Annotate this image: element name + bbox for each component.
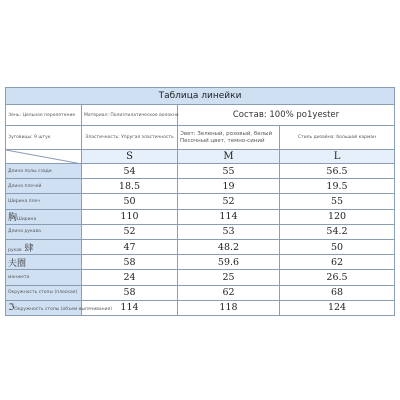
size-l-header: L (280, 150, 395, 164)
measurement-label (6, 300, 112, 315)
label-text: Ширина (17, 217, 37, 223)
measurement-label (6, 239, 82, 254)
table-row (6, 300, 395, 315)
diagonal-header-cell (6, 150, 82, 164)
table-row (6, 270, 395, 285)
measurement-rows (6, 164, 395, 316)
size-chart (5, 87, 394, 316)
info-style: Стиль дизайна: большой карман (280, 126, 395, 150)
table-row (6, 255, 395, 270)
size-m-header: M (178, 150, 280, 164)
label-text: Длина рукава (8, 229, 41, 235)
measurement-value-s: 54 (82, 164, 178, 179)
label-text: манжета (8, 274, 30, 280)
measurement-value-s: 18.5 (82, 179, 178, 194)
info-row-1 (6, 105, 395, 126)
measurement-label (6, 270, 82, 285)
measurement-value-l: 68 (280, 285, 395, 300)
info-row-2 (6, 126, 395, 150)
info-fabric: ℑень: Цельное перелетение (6, 105, 82, 126)
table-row (6, 164, 395, 179)
measurement-value-l: 56.5 (280, 164, 395, 179)
info-elasticity: Эластичность: Упругая эластичность (82, 126, 178, 150)
measurement-value-m: 25 (178, 270, 280, 285)
label-text: Ширина плеч (8, 198, 40, 204)
size-s-header: S (82, 150, 178, 164)
measurement-value-s: 58 (82, 255, 178, 270)
measurement-value-m: 62 (178, 285, 280, 300)
table-title-row (6, 88, 395, 105)
measurement-label (6, 255, 82, 270)
table-row (6, 209, 395, 224)
measurement-value-l: 50 (280, 239, 395, 254)
label-prefix: ℑ (8, 302, 15, 313)
measurement-label (6, 179, 82, 194)
label-text: Длина плечей (8, 183, 42, 189)
measurement-value-m: 19 (178, 179, 280, 194)
measurement-value-l: 26.5 (280, 270, 395, 285)
diagonal-line (6, 150, 82, 164)
measurement-value-l: 55 (280, 194, 395, 209)
measurement-value-l: 62 (280, 255, 395, 270)
label-glyph: 夫圈 (8, 258, 27, 269)
measurement-label (6, 285, 82, 300)
measurement-value-s: 58 (82, 285, 178, 300)
measurement-value-m: 53 (178, 224, 280, 239)
table-row (6, 224, 395, 239)
info-buttons: ℑуговицы: 9 штук (6, 126, 82, 150)
table-row (6, 179, 395, 194)
table-title: Таблица линейки (6, 88, 395, 105)
measurement-value-s: 50 (82, 194, 178, 209)
label-text: Окружность стопы (плоская) (8, 290, 78, 296)
measurement-label (6, 209, 82, 224)
measurement-value-l: 120 (280, 209, 395, 224)
measurement-value-m: 114 (178, 209, 280, 224)
measurement-value-m: 118 (178, 300, 280, 315)
table-row (6, 194, 395, 209)
measurement-value-s: 114 (82, 300, 178, 315)
table-row (6, 239, 395, 254)
measurement-value-s: 52 (82, 224, 178, 239)
info-colors: ℑвет: Зеленый, розовый, белый Песочный цвет, темно-синий (178, 126, 280, 150)
size-table (5, 87, 395, 316)
measurement-value-m: 59.6 (178, 255, 280, 270)
label-text: Длина полы сзади (8, 168, 52, 174)
measurement-value-s: 110 (82, 209, 178, 224)
size-header-row (6, 150, 395, 164)
measurement-label (6, 194, 82, 209)
label-glyph: 胸 (8, 213, 18, 224)
measurement-label (6, 224, 82, 239)
label-text: рукав (8, 247, 22, 253)
measurement-value-m: 48.2 (178, 239, 280, 254)
measurement-label (6, 164, 82, 179)
label-glyph: 肆 (21, 243, 34, 254)
measurement-value-m: 52 (178, 194, 280, 209)
info-material: Материал: Полиэтилатическое волокно (82, 105, 178, 126)
measurement-value-l: 54.2 (280, 224, 395, 239)
measurement-value-l: 19.5 (280, 179, 395, 194)
label-text: Окружность стопы (объем выпячивания) (14, 306, 112, 312)
table-row (6, 285, 395, 300)
measurement-value-m: 55 (178, 164, 280, 179)
measurement-value-s: 24 (82, 270, 178, 285)
info-composition: Состав: 100% po1yester (178, 105, 395, 126)
measurement-value-s: 47 (82, 239, 178, 254)
measurement-value-l: 124 (280, 300, 395, 315)
